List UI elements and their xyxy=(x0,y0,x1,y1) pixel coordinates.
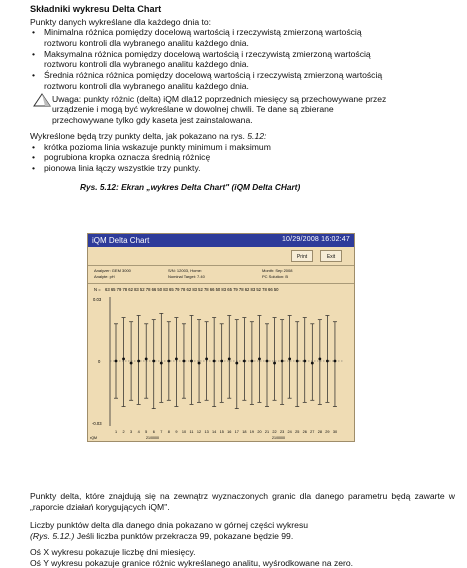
figure-ref: (Rys. 5.12.) xyxy=(30,531,75,542)
list-item: • pionowa linia łączy wszystkie trzy punkty. xyxy=(30,163,455,174)
mean-dot xyxy=(303,360,306,363)
delta-chart-plot xyxy=(88,283,354,441)
figure-caption xyxy=(80,182,455,192)
day-tick-label: 23 xyxy=(279,430,285,434)
list-item xyxy=(30,49,455,70)
n-label: N = xyxy=(94,287,101,292)
components-list xyxy=(30,27,455,91)
mean-dot xyxy=(258,358,261,361)
day-tick-label: 8 xyxy=(167,430,170,434)
mean-dot xyxy=(296,360,299,363)
date-left-label: 21/0000 xyxy=(146,436,159,440)
document-body xyxy=(30,4,455,192)
day-tick-label: 16 xyxy=(227,430,232,434)
day-tick-label: 20 xyxy=(257,430,262,434)
mean-dot xyxy=(115,360,118,363)
day-tick-label: 30 xyxy=(332,430,338,434)
day-tick-label: 7 xyxy=(160,430,163,434)
day-labels xyxy=(115,430,337,434)
mean-dot xyxy=(145,358,148,361)
list-item-line: Maksymalna różnica pomiędzy docelową wartością i rzeczywistą zmierzoną wartością xyxy=(44,48,371,59)
points-list xyxy=(30,142,455,174)
warning-note xyxy=(30,94,455,126)
day-tick-label: 19 xyxy=(249,430,255,434)
day-tick-label: 28 xyxy=(317,430,322,434)
day-tick-label: 25 xyxy=(295,430,300,434)
mean-dot xyxy=(160,362,163,365)
mean-dot xyxy=(281,360,284,363)
list-item-line: roztworu kontroli dla wybranego analitu każdego dnia. xyxy=(44,80,249,91)
paragraph xyxy=(30,520,455,541)
day-tick-label: 3 xyxy=(130,430,133,434)
mean-dot xyxy=(152,360,155,363)
list-item: • pogrubiona kropka oznacza średnią różnicę xyxy=(30,152,455,163)
day-tick-label: 21 xyxy=(264,430,270,434)
mean-dot xyxy=(198,362,201,365)
mean-dot xyxy=(251,360,254,363)
day-tick-label: 14 xyxy=(212,430,217,434)
day-tick-label: 5 xyxy=(145,430,148,434)
figure-caption-text: Ekran „wykres Delta Chart" (iQM Delta CHart) xyxy=(121,181,301,192)
mean-dot xyxy=(235,362,238,365)
print-button[interactable]: Print xyxy=(291,250,313,262)
day-tick-label: 4 xyxy=(137,430,140,434)
day-tick-label: 9 xyxy=(175,430,178,434)
mean-dot xyxy=(266,360,269,363)
list-item xyxy=(30,27,455,48)
device-screen xyxy=(87,233,355,442)
day-tick-label: 13 xyxy=(204,430,209,434)
mean-dot xyxy=(205,358,208,361)
serial-label: S/N: 12003, Home: xyxy=(168,268,203,273)
day-tick-label: 6 xyxy=(152,430,155,434)
warning-line: przechowywane tylko gdy kaseta jest zainstalowana. xyxy=(52,115,253,126)
mean-dot xyxy=(190,360,193,363)
n-values: 63 65 79 78 62 83 52 78 66 50 83 65 79 78 62 83 52 78 66 50 83 65 79 78 62 83 52 78 66 50 xyxy=(105,287,279,292)
day-tick-label: 12 xyxy=(196,430,202,434)
screen-title: iQM Delta Chart xyxy=(92,235,150,245)
list-item: • krótka pozioma linia wskazuje punkty minimum i maksimum xyxy=(30,142,455,153)
analyzer-label: Analyzer: GEM 3000 xyxy=(94,268,131,273)
y-zero-label: 0 xyxy=(98,359,101,364)
mean-dot xyxy=(228,358,231,361)
bottom-text xyxy=(30,491,455,568)
list-item-line: roztworu kontroli dla wybranego analitu każdego dnia. xyxy=(44,37,249,48)
mean-dot xyxy=(137,360,140,363)
mean-dot xyxy=(318,358,321,361)
day-tick-label: 10 xyxy=(181,430,187,434)
day-tick-label: 26 xyxy=(302,430,307,434)
warning-line: Uwaga: punkty różnic (delta) iQM dla12 poprzednich miesięcy są przechowywane przez xyxy=(52,93,387,104)
paragraph: Oś X wykresu pokazuje liczbę dni miesięcy. xyxy=(30,546,196,557)
screen-button-row xyxy=(88,247,354,265)
day-tick-label: 11 xyxy=(189,430,194,434)
day-tick-label: 24 xyxy=(287,430,292,434)
day-tick-label: 15 xyxy=(219,430,224,434)
date-right-label: 21/0000 xyxy=(272,436,285,440)
mean-dot xyxy=(334,360,337,363)
analyte-label: Analyte: pH xyxy=(94,274,115,279)
y-bottom-label: -0.03 xyxy=(92,421,102,426)
list-item-line: roztworu kontroli dla wybranego analitu każdego dnia. xyxy=(44,59,249,70)
mean-dot xyxy=(175,358,178,361)
exit-button[interactable]: Exit xyxy=(320,250,342,262)
mean-dot xyxy=(288,358,291,361)
solution-label: PC Solution: B xyxy=(262,274,289,279)
list-item xyxy=(30,70,455,91)
paragraph-text: Jeśli liczba punktów przekracza 99, pokazane będzie 99. xyxy=(76,531,294,542)
y-top-label: 0.03 xyxy=(93,297,102,302)
figure-label: Rys. 5.12: xyxy=(80,181,119,192)
month-label: Month: Sep 2008 xyxy=(262,268,293,273)
day-tick-label: 17 xyxy=(234,430,239,434)
paragraph: Oś Y wykresu pokazuje granice różnic wykreślanego analitu, wyśrodkowane na zero. xyxy=(30,557,354,568)
mean-dot xyxy=(213,360,216,363)
screen-datetime: 10/29/2008 16:02:47 xyxy=(281,236,350,244)
mean-dot xyxy=(167,360,170,363)
mean-dot xyxy=(273,362,276,365)
points-ref: 5.12: xyxy=(247,130,267,141)
day-tick-label: 2 xyxy=(122,430,125,434)
list-item-line: Minimalna różnica pomiędzy docelową wartością i rzeczywistą zmierzoną wartością xyxy=(44,27,362,38)
list-item-line: Średnia różnica różnica pomiędzy docelową wartością i rzeczywistą zmierzoną wartością xyxy=(44,70,383,81)
warning-line: urządzenie i mogą być wykreślane w dowolnej chwili. Te dane są zbierane xyxy=(52,104,334,115)
paragraph-text: Liczby punktów delta dla danego dnia pokazano w górnej części wykresu xyxy=(30,520,309,531)
paragraph: Punkty delta, które znajdują się na zewnątrz wyznaczonych granic dla danego parametru będą zawarte w „raporcie działań korygujących iQM". xyxy=(30,491,455,512)
screen-info-panel xyxy=(88,265,354,284)
mean-dot xyxy=(122,358,125,361)
day-tick-label: 27 xyxy=(310,430,315,434)
points-intro xyxy=(30,131,455,142)
day-tick-label: 29 xyxy=(325,430,330,434)
mean-dot xyxy=(220,360,223,363)
corner-label: rQM xyxy=(90,436,97,440)
mean-dot xyxy=(130,362,133,365)
day-tick-label: 22 xyxy=(272,430,277,434)
day-tick-label: 18 xyxy=(242,430,247,434)
screen-title-bar xyxy=(88,234,354,247)
day-tick-label: 1 xyxy=(114,430,118,434)
mean-dot xyxy=(311,362,314,365)
warning-icon xyxy=(33,93,51,107)
mean-dot xyxy=(183,360,186,363)
intro-text: Punkty danych wykreślane dla każdego dnia to: xyxy=(30,16,212,27)
section-heading: Składniki wykresu Delta Chart xyxy=(30,4,162,14)
points-intro-text: Wykreślone będą trzy punkty delta, jak pokazano na rys. xyxy=(30,130,245,141)
mean-dot xyxy=(243,360,246,363)
nominal-target-label: Nominal Target: 7.40 xyxy=(168,274,205,279)
mean-dot xyxy=(326,360,329,363)
